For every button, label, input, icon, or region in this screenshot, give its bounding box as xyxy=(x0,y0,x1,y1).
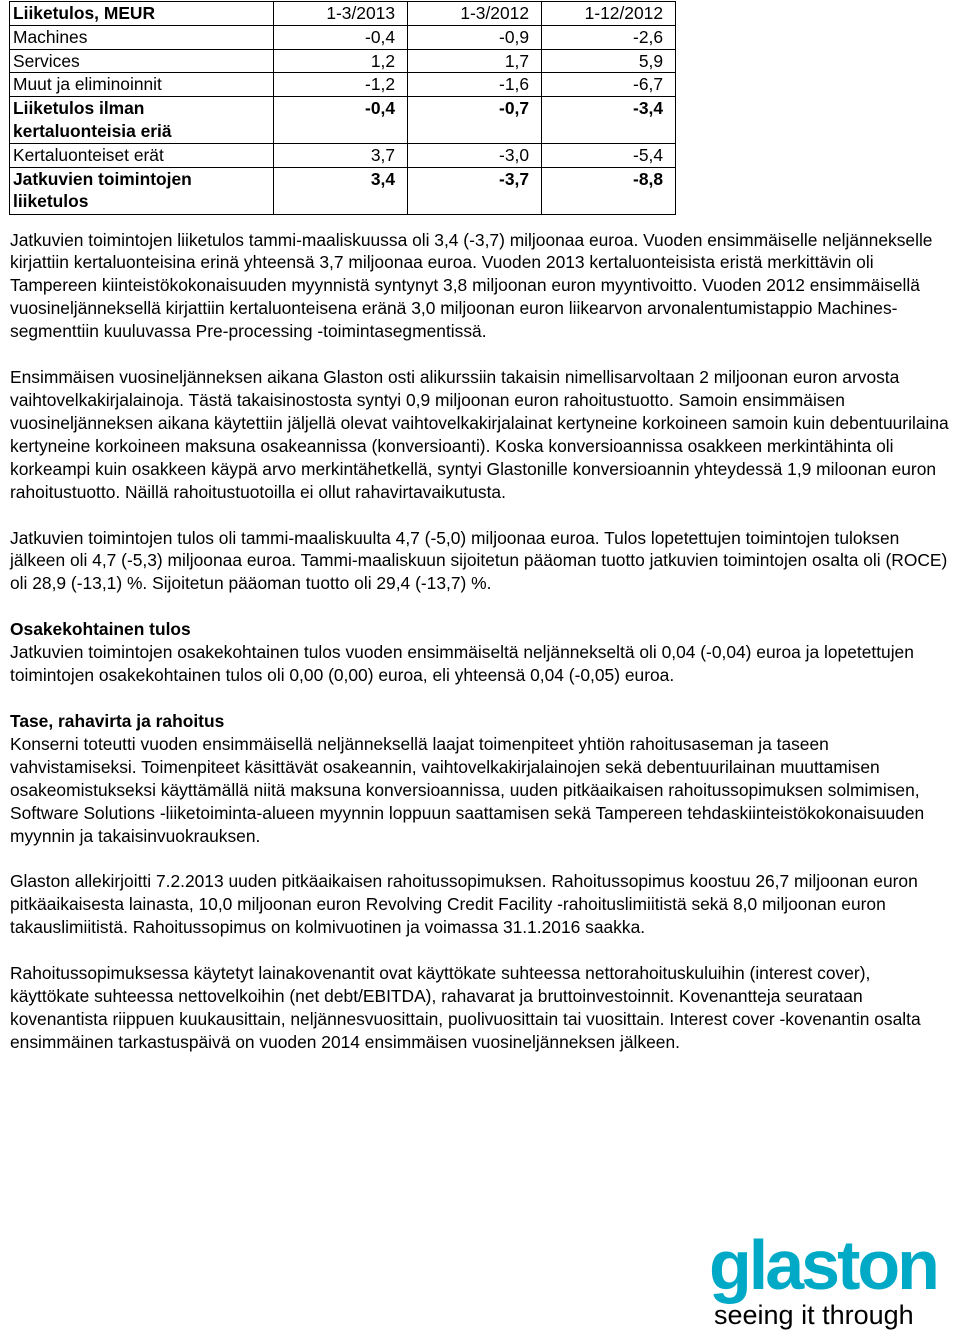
row-value: -3,7 xyxy=(408,167,542,214)
row-value: -2,6 xyxy=(542,25,676,49)
row-value: -0,4 xyxy=(274,25,408,49)
glaston-logo xyxy=(708,1227,958,1331)
table-header-row xyxy=(10,2,676,26)
table-header-cell: 1-12/2012 xyxy=(542,2,676,26)
paragraph: Ensimmäisen vuosineljänneksen aikana Glaston osti alikurssiin takaisin nimellisarvoltaan 2 miljoonan euron arvosta vaihtovelkakirjalainoja. Tästä takaisinostosta syntyi 0,9 miljoonan euron rahoitustuotto. Samoin ensimmäisen vuosineljänneksen aikana käytettiin jäljellä olevat vaihtovelkakirjalainat kertyneine korkoineen samoin kuin debentuurilaina kertyneine korkoineen maksuna osakeannissa (konversioanti). Koska konversioannissa osakkeen merkintähinta oli korkeampi kuin osakkeen käypä arvo merkintähetkellä, syntyi Glastonille konversioannin yhteydessä 1,9 miloonan euron rahoitustuotto. Näillä rahoitustuotoilla ei ollut rahavirtavaikutusta. xyxy=(10,367,949,502)
document-page xyxy=(10,0,950,1054)
section-heading: Osakekohtainen tulos xyxy=(10,619,191,640)
row-value: 1,2 xyxy=(274,49,408,73)
row-value: 1,7 xyxy=(408,49,542,73)
operating-result-table xyxy=(9,1,676,215)
row-label: Machines xyxy=(10,25,274,49)
table-header-cell: 1-3/2013 xyxy=(274,2,408,26)
paragraph: Konserni toteutti vuoden ensimmäisellä neljänneksellä laajat toimenpiteet yhtiön rahoitusaseman ja taseen vahvistamiseksi. Toimenpiteet käsittävät osakeannin, vaihtovelkakirjalainojen sekä debentuurilainan muuttamisen osakeomistukseksi käyttämällä niitä maksuna konversioannissa, uuden pitkäaikaisen rahoitussopimuksen solmimisen, Software Solutions -liiketoiminta-alueen myynnin loppuun saattamisen sekä Tampereen tehdaskiinteistökokonaisuuden myynnin ja takaisinvuokrauksen. xyxy=(10,733,925,846)
row-value: 3,4 xyxy=(274,167,408,214)
row-label: Kertaluonteiset erät xyxy=(10,143,274,167)
row-value: -3,4 xyxy=(542,97,676,144)
table-header-cell: Liiketulos, MEUR xyxy=(10,2,274,26)
row-label: Liiketulos ilman kertaluonteisia eriä xyxy=(10,97,274,144)
paragraph: Jatkuvien toimintojen liiketulos tammi-maaliskuussa oli 3,4 (-3,7) miljoonaa euroa. Vuoden ensimmäiselle neljännekselle kirjattiin kertaluonteisina erinä yhteensä 3,7 miljoonaa euroa. Vuoden 2013 kertaluonteisista eristä merkittävin oli Tampereen kiinteistökokonaisuuden myynnistä syntynyt 3,8 miljoonan euron myyntivoitto. Vuoden 2012 ensimmäisellä vuosineljänneksellä kirjattiin kertaluonteisena eränä 3,0 miljoonan euron liikearvon arvonalentumistappio Machines-segmenttiin kuuluvassa Pre-processing -toimintasegmentissä. xyxy=(10,229,933,342)
table-row xyxy=(10,73,676,97)
logo-tagline: seeing it through xyxy=(714,1300,914,1330)
logo-wordmark: glaston xyxy=(709,1227,937,1304)
table-row xyxy=(10,25,676,49)
row-value: -1,6 xyxy=(408,73,542,97)
row-value: -6,7 xyxy=(542,73,676,97)
table-row xyxy=(10,143,676,167)
paragraph: Glaston allekirjoitti 7.2.2013 uuden pitkäaikaisen rahoitussopimuksen. Rahoitussopimus koostuu 26,7 miljoonan euron pitkäaikaisesta lainasta, 10,0 miljoonan euron Revolving Credit Facility -rahoituslimiitistä sekä 8,0 miljoonan euron takauslimiitistä. Rahoitussopimus on kolmivuotinen ja voimassa 31.1.2016 saakka. xyxy=(10,871,918,938)
section-heading: Tase, rahavirta ja rahoitus xyxy=(10,710,225,731)
row-value: 5,9 xyxy=(542,49,676,73)
row-label: Jatkuvien toimintojen liiketulos xyxy=(10,167,274,214)
row-value: -8,8 xyxy=(542,167,676,214)
row-value: -0,4 xyxy=(274,97,408,144)
table-row xyxy=(10,49,676,73)
paragraph: Jatkuvien toimintojen osakekohtainen tulos vuoden ensimmäiseltä neljännekseltä oli 0,04 (-0,04) euroa ja lopetettujen toimintojen osakekohtainen tulos oli 0,00 (0,00) euroa, eli yhteensä 0,04 (-0,05) euroa. xyxy=(10,642,914,686)
table-row-subtotal xyxy=(10,97,676,144)
paragraph: Rahoitussopimuksessa käytetyt lainakovenantit ovat käyttökate suhteessa nettorahoituskuluihin (interest cover), käyttökate suhteessa nettovelkoihin (net debt/EBITDA), rahavarat ja bruttoinvestoinnit. Kovenantteja seurataan kovenantista riippuen kuukausittain, neljännesvuosittain, puolivuosittain tai vuosittain. Interest cover -kovenantin osalta ensimmäinen tarkastuspäivä on vuoden 2014 ensimmäisen vuosineljänneksen jälkeen. xyxy=(10,963,921,1052)
row-label: Muut ja eliminoinnit xyxy=(10,73,274,97)
row-value: -1,2 xyxy=(274,73,408,97)
row-label: Services xyxy=(10,49,274,73)
table-header-cell: 1-3/2012 xyxy=(408,2,542,26)
row-value: 3,7 xyxy=(274,143,408,167)
row-value: -3,0 xyxy=(408,143,542,167)
row-value: -0,9 xyxy=(408,25,542,49)
paragraph: Jatkuvien toimintojen tulos oli tammi-maaliskuulta 4,7 (-5,0) miljoonaa euroa. Tulos lopetettujen toimintojen tuloksen jälkeen oli 4,7 (-5,3) miljoonaa euroa. Tammi-maaliskuun sijoitetun pääoman tuotto jatkuvien toimintojen osalta oli (ROCE) oli 28,9 (-13,1) %. Sijoitetun pääoman tuotto oli 29,4 (-13,7) %. xyxy=(10,527,948,594)
table-row-total xyxy=(10,167,676,214)
row-value: -5,4 xyxy=(542,143,676,167)
row-value: -0,7 xyxy=(408,97,542,144)
